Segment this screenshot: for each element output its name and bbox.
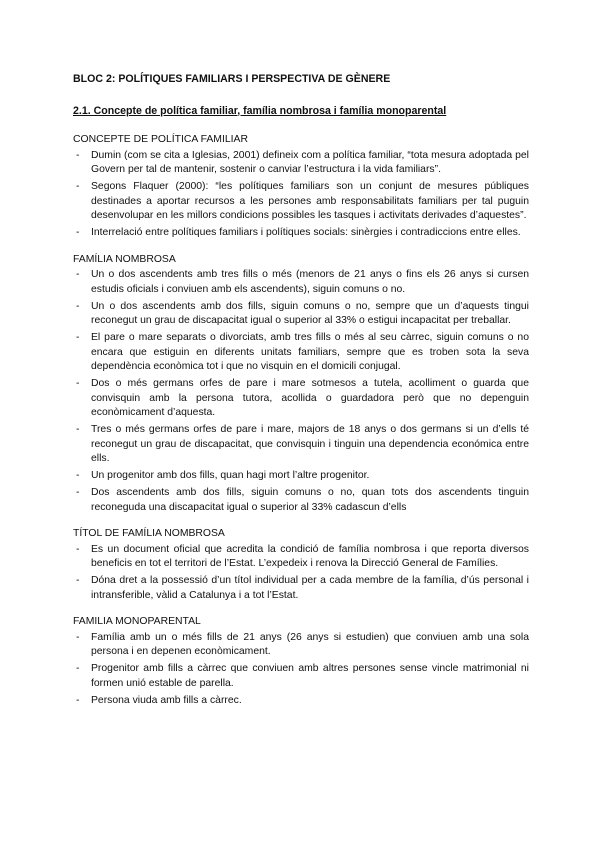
bullet-list (73, 268, 529, 515)
section-subtitle: 2.1. Concepte de política familiar, família nombrosa i família monoparental (73, 104, 447, 117)
list-item: - El pare o mare separats o divorciats, amb tres fills o més al seu càrrec, siguin comuns o no encara que estiguin en diferents unitats familiars, sempre que es troben sota la seva dependència econòmica tot i que no visquin en el domicili conjugal. (73, 331, 529, 375)
section-heading: CONCEPTE DE POLÍTICA FAMILIAR (73, 134, 248, 145)
list-item: - Interrelació entre polítiques familiars i polítiques socials: sinèrgies i contradiccions entre elles. (73, 226, 529, 241)
section-heading: FAMILIA MONOPARENTAL (73, 616, 201, 627)
list-item: - Tres o més germans orfes de pare i mare, majors de 18 anys o dos germans si un d’ells té reconegut un grau de discapacitat, que convisquin i tinguin una dependencia económica entre ells. (73, 423, 529, 467)
list-item: - Es un document oficial que acredita la condició de família nombrosa i que reporta diversos beneficis en tot el territori de l’Estat. L’expedeix i renova la Direcció General de Famílies. (73, 543, 529, 572)
list-item: - Segons Flaquer (2000): “les polítiques familiars son un conjunt de mesures públiques destinades a aportar recursos a les persones amb responsabilitats familiars per tal puguin desenvolupar en les millors condicions possibles les tasques i activitats derivades d’aquestes”. (73, 180, 529, 224)
list-item: - Dos ascendents amb dos fills, siguin comuns o no, quan tots dos ascendents tinguin reconeguda una discapacitat igual o superior al 33% cadascun d’ells (73, 486, 529, 515)
section-familia-monoparental (73, 615, 529, 708)
list-item: - Família amb un o més fills de 21 anys (26 anys si estudien) que conviuen amb una sola persona i en depenen econòmicament. (73, 631, 529, 660)
bullet-list (73, 543, 529, 604)
section-politica-familiar (73, 133, 529, 241)
bullet-list (73, 631, 529, 709)
list-item: - Persona viuda amb fills a càrrec. (73, 694, 529, 709)
list-item: - Dos o més germans orfes de pare i mare sotmesos a tutela, acolliment o guarda que convisquin amb la persona tutora, acollida o guardadora però que no depenguin econòmicament d’aquesta. (73, 377, 529, 421)
list-item: - Dóna dret a la possessió d’un títol individual per a cada membre de la família, d’ús personal i intransferible, vàlid a Catalunya i a tot l’Estat. (73, 574, 529, 603)
bullet-list (73, 149, 529, 241)
document-title: BLOC 2: POLÍTIQUES FAMILIARS I PERSPECTIVA DE GÈNERE (73, 73, 391, 85)
section-heading: FAMÍLIA NOMBROSA (73, 253, 176, 265)
list-item: - Un progenitor amb dos fills, quan hagi mort l’altre progenitor. (73, 469, 529, 484)
section-familia-nombrosa (73, 253, 529, 516)
list-item: - Dumin (com se cita a Iglesias, 2001) defineix com a política familiar, “tota mesura adoptada pel Govern per tal de mantenir, sostenir o canviar l’estructura i la vida familiars”. (73, 149, 529, 178)
list-item: - Progenitor amb fills a càrrec que conviuen amb altres persones sense vincle matrimonial ni formen unió estable de parella. (73, 662, 529, 691)
document-page (73, 72, 529, 720)
section-titol-familia-nombrosa (73, 527, 529, 603)
list-item: - Un o dos ascendents amb dos fills, siguin comuns o no, sempre que un d’aquests tingui reconegut un grau de discapacitat igual o superior al 33% o estigui incapacitat per treballar. (73, 300, 529, 329)
section-heading: TÍTOL DE FAMÍLIA NOMBROSA (73, 528, 225, 539)
list-item: - Un o dos ascendents amb tres fills o més (menors de 21 anys o fins els 26 anys si cursen estudis oficials i conviuen amb els ascendents), siguin comuns o no. (73, 268, 529, 297)
